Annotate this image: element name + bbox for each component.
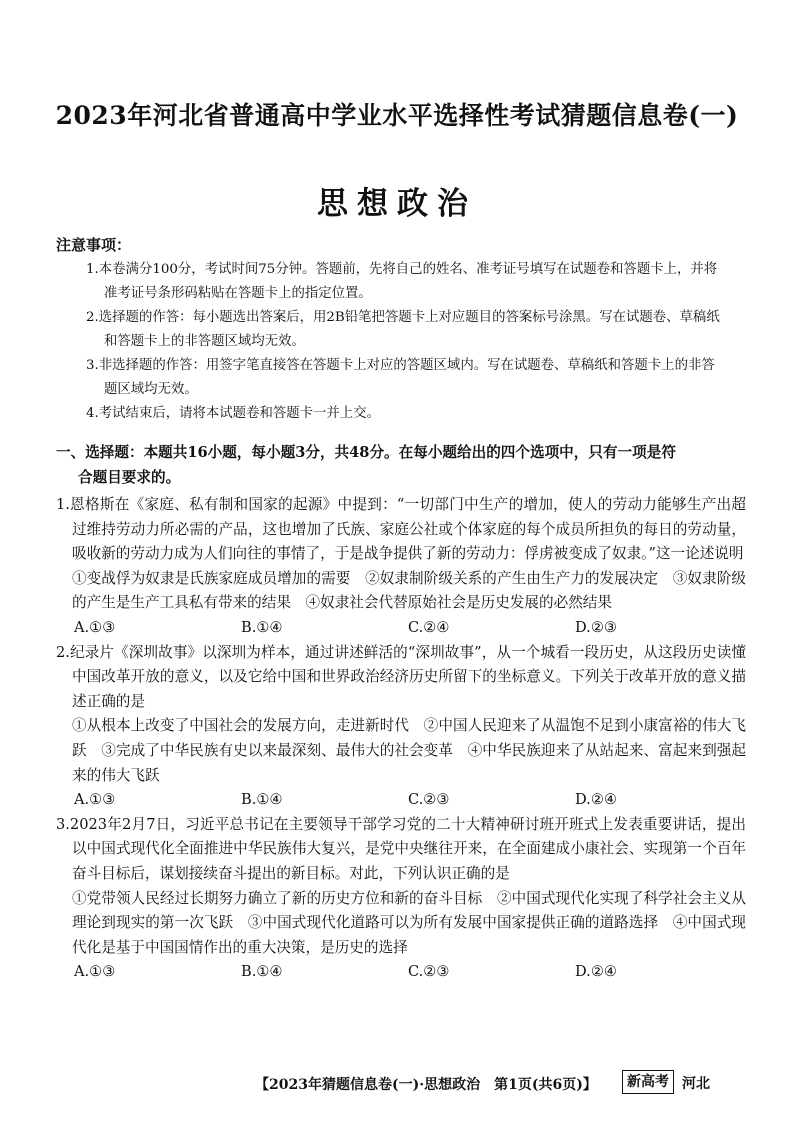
choice-d: D.②④: [575, 963, 617, 981]
question-2: [56, 641, 746, 813]
page-footer: 【2023年猜题信息卷(一)·思想政治 第1页(共6页)】: [255, 1077, 597, 1093]
choice-a: A.①③: [74, 618, 116, 636]
question-statements: ①变战俘为奴隶是氏族家庭成员增加的需要 ②奴隶制阶级关系的产生由生产力的发展决定 ③奴隶阶级的产生是生产工具私有带来的结果 ④奴隶社会代替原始社会是历史发展的必然结果: [72, 569, 746, 612]
question-1: [56, 493, 746, 641]
choice-c: C.②③: [408, 963, 450, 981]
region-label: 河北: [682, 1076, 710, 1092]
question-statements: ①党带领人民经过长期努力确立了新的历史方位和新的奋斗目标 ②中国式现代化实现了科学社会主义从理论到现实的第一次飞跃 ③中国式现代化道路可以为所有发展中国家提供正确的道路选择 ④中国式现代化是基于中国国情作出的重大决策，是历史的选择: [72, 889, 746, 956]
section-heading-line1: 一、选择题：本题共16小题，每小题3分，共48分。在每小题给出的四个选项中，只有一项是符: [56, 444, 676, 461]
choice-a: A.①③: [74, 963, 116, 981]
section-heading-line2: 合题目要求的。: [78, 469, 181, 486]
question-stem: 2.纪录片《深圳故事》以深圳为样本，通过讲述鲜活的“深圳故事”，从一个城看一段历史，从这段历史读懂中国改革开放的意义，以及它给中国和世界政治经济历史所留下的坐标意义。下列关于改革开放的意义描述正确的是: [56, 643, 746, 710]
notice-item: 3.非选择题的作答：用签字笔直接答在答题卡上对应的答题区域内。写在试题卷、草稿纸和答题卡上的非答题区域均无效。: [86, 358, 715, 397]
question-3: [56, 813, 746, 985]
notice-list: [86, 258, 726, 426]
answer-choices: [56, 960, 746, 985]
notice-item: 1.本卷满分100分，考试时间75分钟。答题前，先将自己的姓名、准考证号填写在试题卷和答题卡上，并将准考证号条形码粘贴在答题卡上的指定位置。: [86, 262, 718, 301]
exam-type-badge: 新高考: [622, 1070, 674, 1094]
choice-c: C.②③: [408, 791, 450, 809]
notice-item: 2.选择题的作答：每小题选出答案后，用2B铅笔把答题卡上对应题目的答案标号涂黑。写在试题卷、草稿纸和答题卡上的非答题区域均无效。: [86, 310, 720, 349]
notice-item: 4.考试结束后，请将本试题卷和答题卡一并上交。: [86, 406, 380, 421]
choice-c: C.②④: [408, 618, 450, 636]
question-stem: 3.2023年2月7日，习近平总书记在主要领导干部学习党的二十大精神研讨班开班式上发表重要讲话，提出以中国式现代化全面推进中华民族伟大复兴，是党中央继往开来，在全面建成小康社会、实现第一个百年奋斗目标后，谋划接续奋斗提出的新目标。对此，下列认识正确的是: [56, 815, 746, 882]
question-stem: 1.恩格斯在《家庭、私有制和国家的起源》中提到：“一切部门中生产的增加，使人的劳动力能够生产出超过维持劳动力所必需的产品，这也增加了氏族、家庭公社或个体家庭的每个成员所担负的每日的劳动量，吸收新的劳动力成为人们向往的事情了，于是战争提供了新的劳动力：俘虏被变成了奴隶。”这一论述说明: [56, 496, 746, 563]
choice-b: B.①④: [241, 618, 283, 636]
subject-title: 思想政治: [317, 186, 477, 222]
choice-b: B.①④: [241, 963, 283, 981]
section-heading: [56, 440, 746, 490]
exam-title: 2023年河北省普通高中学业水平选择性考试猜题信息卷(一): [55, 101, 739, 130]
choice-d: D.②④: [575, 791, 617, 809]
answer-choices: [56, 788, 746, 813]
notice-heading: 注意事项：: [56, 236, 132, 254]
choice-a: A.①③: [74, 791, 116, 809]
question-list: [56, 493, 746, 985]
choice-b: B.①④: [241, 791, 283, 809]
question-statements: ①从根本上改变了中国社会的发展方向，走进新时代 ②中国人民迎来了从温饱不足到小康富裕的伟大飞跃 ③完成了中华民族有史以来最深刻、最伟大的社会变革 ④中华民族迎来了从站起来、富起来到强起来的伟大飞跃: [72, 717, 746, 784]
answer-choices: [56, 616, 746, 641]
choice-d: D.②③: [575, 618, 617, 636]
